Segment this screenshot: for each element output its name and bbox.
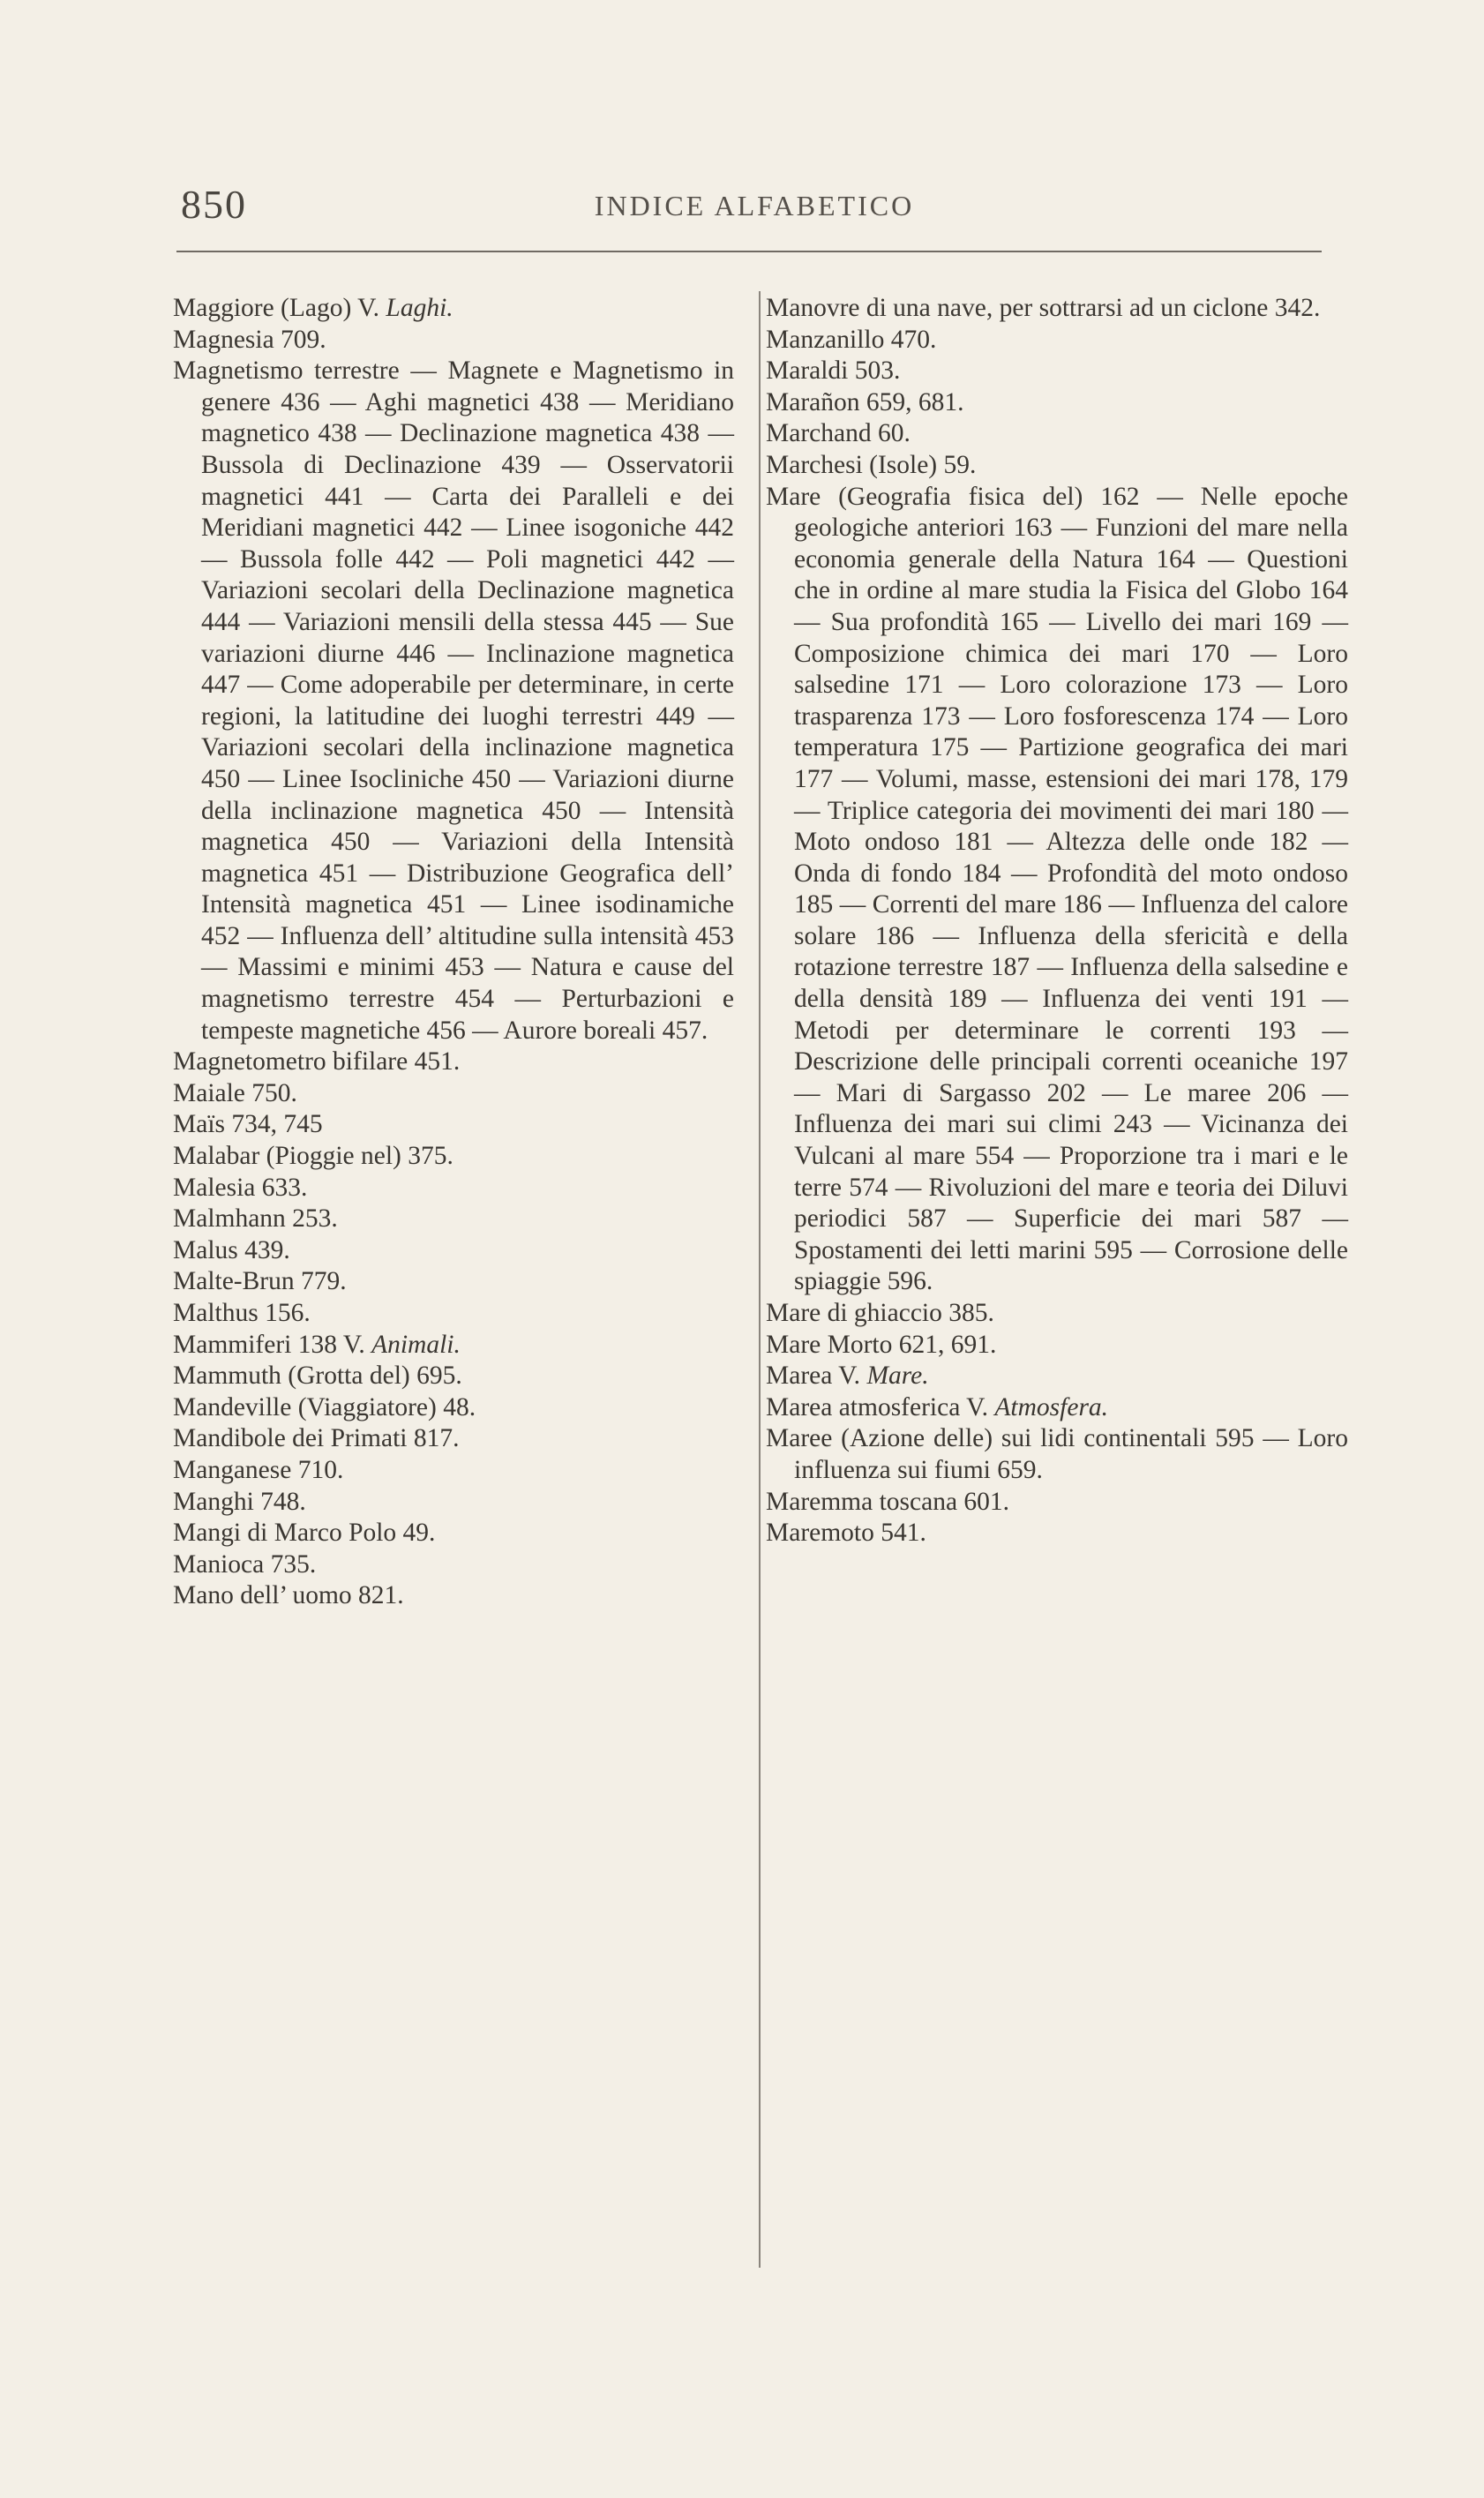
index-entry-text: Mare di ghiaccio 385. bbox=[766, 1299, 994, 1327]
index-entry-text: Maraldi 503. bbox=[766, 356, 901, 386]
header-rule bbox=[176, 251, 1322, 252]
index-entry bbox=[173, 1298, 734, 1330]
index-entry-text: Maggiore (Lago) V. bbox=[173, 294, 386, 322]
index-entry bbox=[173, 1330, 734, 1362]
index-entry bbox=[766, 325, 1348, 356]
index-entry bbox=[173, 1392, 734, 1424]
index-entry-text: Maiale 750. bbox=[173, 1078, 297, 1107]
index-entry bbox=[173, 1266, 734, 1298]
index-entry-text: Mammuth (Grotta del) 695. bbox=[173, 1362, 462, 1391]
index-entry-text: Marchesi (Isole) 59. bbox=[766, 450, 977, 479]
index-entry-text: Manioca 735. bbox=[173, 1549, 317, 1579]
index-entry-text: Mangi di Marco Polo 49. bbox=[173, 1519, 436, 1548]
index-entry bbox=[173, 1204, 734, 1235]
index-entry bbox=[173, 1518, 734, 1549]
index-entry-text: Mare (Geografia fisica del) 162 — Nelle epoche geologiche anteriori 163 — Funzioni del mare nella economia generale della Natura 164 — Questioni che in ordine al mare studia la Fisica del Globo 164 — Sua profondità 165 — Livello dei mari 169 — Composizione chimica dei mari 170 — Loro salsedine 171 — Loro colorazione 173 — Loro trasparenza 173 — Loro fosforescenza 174 — Loro temperatura 175 — Partizione geografica dei mari 177 — Volumi, masse, estensioni dei mari 178, 179 — Triplice categoria dei movimenti dei mari 180 — Moto ondoso 181 — Altezza delle onde 182 — Onda di fondo 184 — Profondità del moto ondoso 185 — Correnti del mare 186 — Influenza del calore solare 186 — Influenza della sfericità e della rotazione terrestre 187 — Influenza della salsedine e della densità 189 — Influenza dei venti 191 — Metodi per determinare le correnti 193 — Descrizione delle principali correnti oceaniche 197 — Mari di Sargasso 202 — Le maree 206 — Influenza dei mari sui climi 243 — Vicinanza dei Vulcani al mare 554 — Proporzione tra i mari e le terre 574 — Rivoluzioni del mare e teoria dei Diluvi periodici 587 — Superficie dei mari 587 — Spostamenti dei letti marini 595 — Corrosione delle spiaggie 596. bbox=[766, 482, 1348, 1296]
index-entry-text: Magnetometro bifilare 451. bbox=[173, 1047, 461, 1076]
index-entry-text: Marea atmosferica V. bbox=[766, 1392, 995, 1422]
index-entry bbox=[173, 356, 734, 1046]
left-column bbox=[173, 293, 734, 1612]
index-entry-text: Mano dell’ uomo 821. bbox=[173, 1581, 404, 1610]
index-entry bbox=[766, 293, 1348, 325]
index-entry-text: Malthus 156. bbox=[173, 1299, 311, 1327]
index-entry bbox=[173, 1046, 734, 1078]
index-entry-text: Manzanillo 470. bbox=[766, 325, 937, 354]
right-column bbox=[766, 293, 1348, 1549]
index-entry bbox=[173, 1078, 734, 1110]
page-number: 850 bbox=[181, 182, 247, 227]
index-entry bbox=[766, 387, 1348, 419]
index-entry-text: Mammiferi 138 V. bbox=[173, 1330, 372, 1359]
index-entry-text: Marea V. bbox=[766, 1362, 867, 1391]
index-entry bbox=[173, 1361, 734, 1392]
index-entry bbox=[173, 325, 734, 356]
index-entry-text: Manghi 748. bbox=[173, 1487, 306, 1516]
index-entry-text: Maremoto 541. bbox=[766, 1519, 926, 1548]
index-entry-text: Marañon 659, 681. bbox=[766, 387, 964, 416]
index-entry bbox=[173, 1235, 734, 1267]
index-entry bbox=[766, 482, 1348, 1298]
cross-reference: Atmosfera. bbox=[994, 1392, 1109, 1422]
index-entry bbox=[173, 1141, 734, 1173]
index-entry bbox=[173, 1549, 734, 1581]
index-entry-text: Magnetismo terrestre — Magnete e Magnetismo in genere 436 — Aghi magnetici 438 — Meridiano magnetico 438 — Declinazione magnetica 438 — Bussola di Declinazione 439 — Osservatorii magnetici 441 — Carta dei Paralleli e dei Meridiani magnetici 442 — Linee isogoniche 442 — Bussola folle 442 — Poli magnetici 442 — Variazioni secolari della Declinazione magnetica 444 — Variazioni mensili della stessa 445 — Sue variazioni diurne 446 — Inclinazione magnetica 447 — Come adoperabile per determinare, in certe regioni, la latitudine dei luoghi terrestri 449 — Variazioni secolari della inclinazione magnetica 450 — Linee Isocliniche 450 — Variazioni diurne della inclinazione magnetica 450 — Intensità magnetica 450 — Variazioni della Intensità magnetica 451 — Distribuzione Geografica dell’ Intensità magnetica 451 — Linee isodinamiche 452 — Influenza dell’ altitudine sulla intensità 453 — Massimi e minimi 453 — Natura e cause del magnetismo terrestre 454 — Perturbazioni e tempeste magnetiche 456 — Aurore boreali 457. bbox=[173, 356, 734, 1045]
running-title: INDICE ALFABETICO bbox=[594, 190, 915, 221]
index-entry-text: Mare Morto 621, 691. bbox=[766, 1330, 997, 1359]
index-entry-text: Maremma toscana 601. bbox=[766, 1487, 1010, 1516]
index-entry bbox=[173, 1173, 734, 1204]
index-entry bbox=[766, 1423, 1348, 1486]
page-header bbox=[181, 181, 1328, 234]
cross-reference: Laghi. bbox=[386, 294, 453, 322]
index-entry-text: Manovre di una nave, per sottrarsi ad un ciclone 342. bbox=[766, 294, 1321, 322]
index-entry bbox=[766, 1392, 1348, 1424]
index-entry-text: Magnesia 709. bbox=[173, 325, 326, 354]
index-entry bbox=[173, 1487, 734, 1519]
index-entry bbox=[766, 418, 1348, 450]
index-entry bbox=[173, 1455, 734, 1487]
index-entry-text: Malte-Brun 779. bbox=[173, 1267, 347, 1296]
index-entry bbox=[766, 1298, 1348, 1330]
cross-reference: Animali. bbox=[371, 1330, 461, 1359]
index-entry-text: Maree (Azione delle) sui lidi continentali 595 — Loro influenza sui fiumi 659. bbox=[766, 1424, 1348, 1484]
index-entry-text: Mandibole dei Primati 817. bbox=[173, 1424, 460, 1453]
index-entry-text: Mandeville (Viaggiatore) 48. bbox=[173, 1392, 476, 1422]
index-entry bbox=[766, 1330, 1348, 1362]
index-entry bbox=[766, 1487, 1348, 1519]
index-entry-text: Malesia 633. bbox=[173, 1173, 308, 1202]
index-entry-text: Maïs 734, 745 bbox=[173, 1110, 323, 1139]
index-entry-text: Malabar (Pioggie nel) 375. bbox=[173, 1142, 453, 1171]
index-entry bbox=[173, 1580, 734, 1612]
index-entry bbox=[766, 450, 1348, 482]
index-entry bbox=[766, 356, 1348, 387]
index-entry-text: Malus 439. bbox=[173, 1235, 290, 1264]
index-entry bbox=[766, 1518, 1348, 1549]
index-entry-text: Malmhann 253. bbox=[173, 1204, 338, 1234]
index-entry-text: Manganese 710. bbox=[173, 1455, 344, 1484]
cross-reference: Mare. bbox=[866, 1362, 929, 1391]
index-entry bbox=[173, 1109, 734, 1141]
index-entry-text: Marchand 60. bbox=[766, 419, 911, 448]
index-entry bbox=[173, 1423, 734, 1455]
index-entry bbox=[173, 293, 734, 325]
index-entry bbox=[766, 1361, 1348, 1392]
column-divider bbox=[759, 291, 761, 2268]
